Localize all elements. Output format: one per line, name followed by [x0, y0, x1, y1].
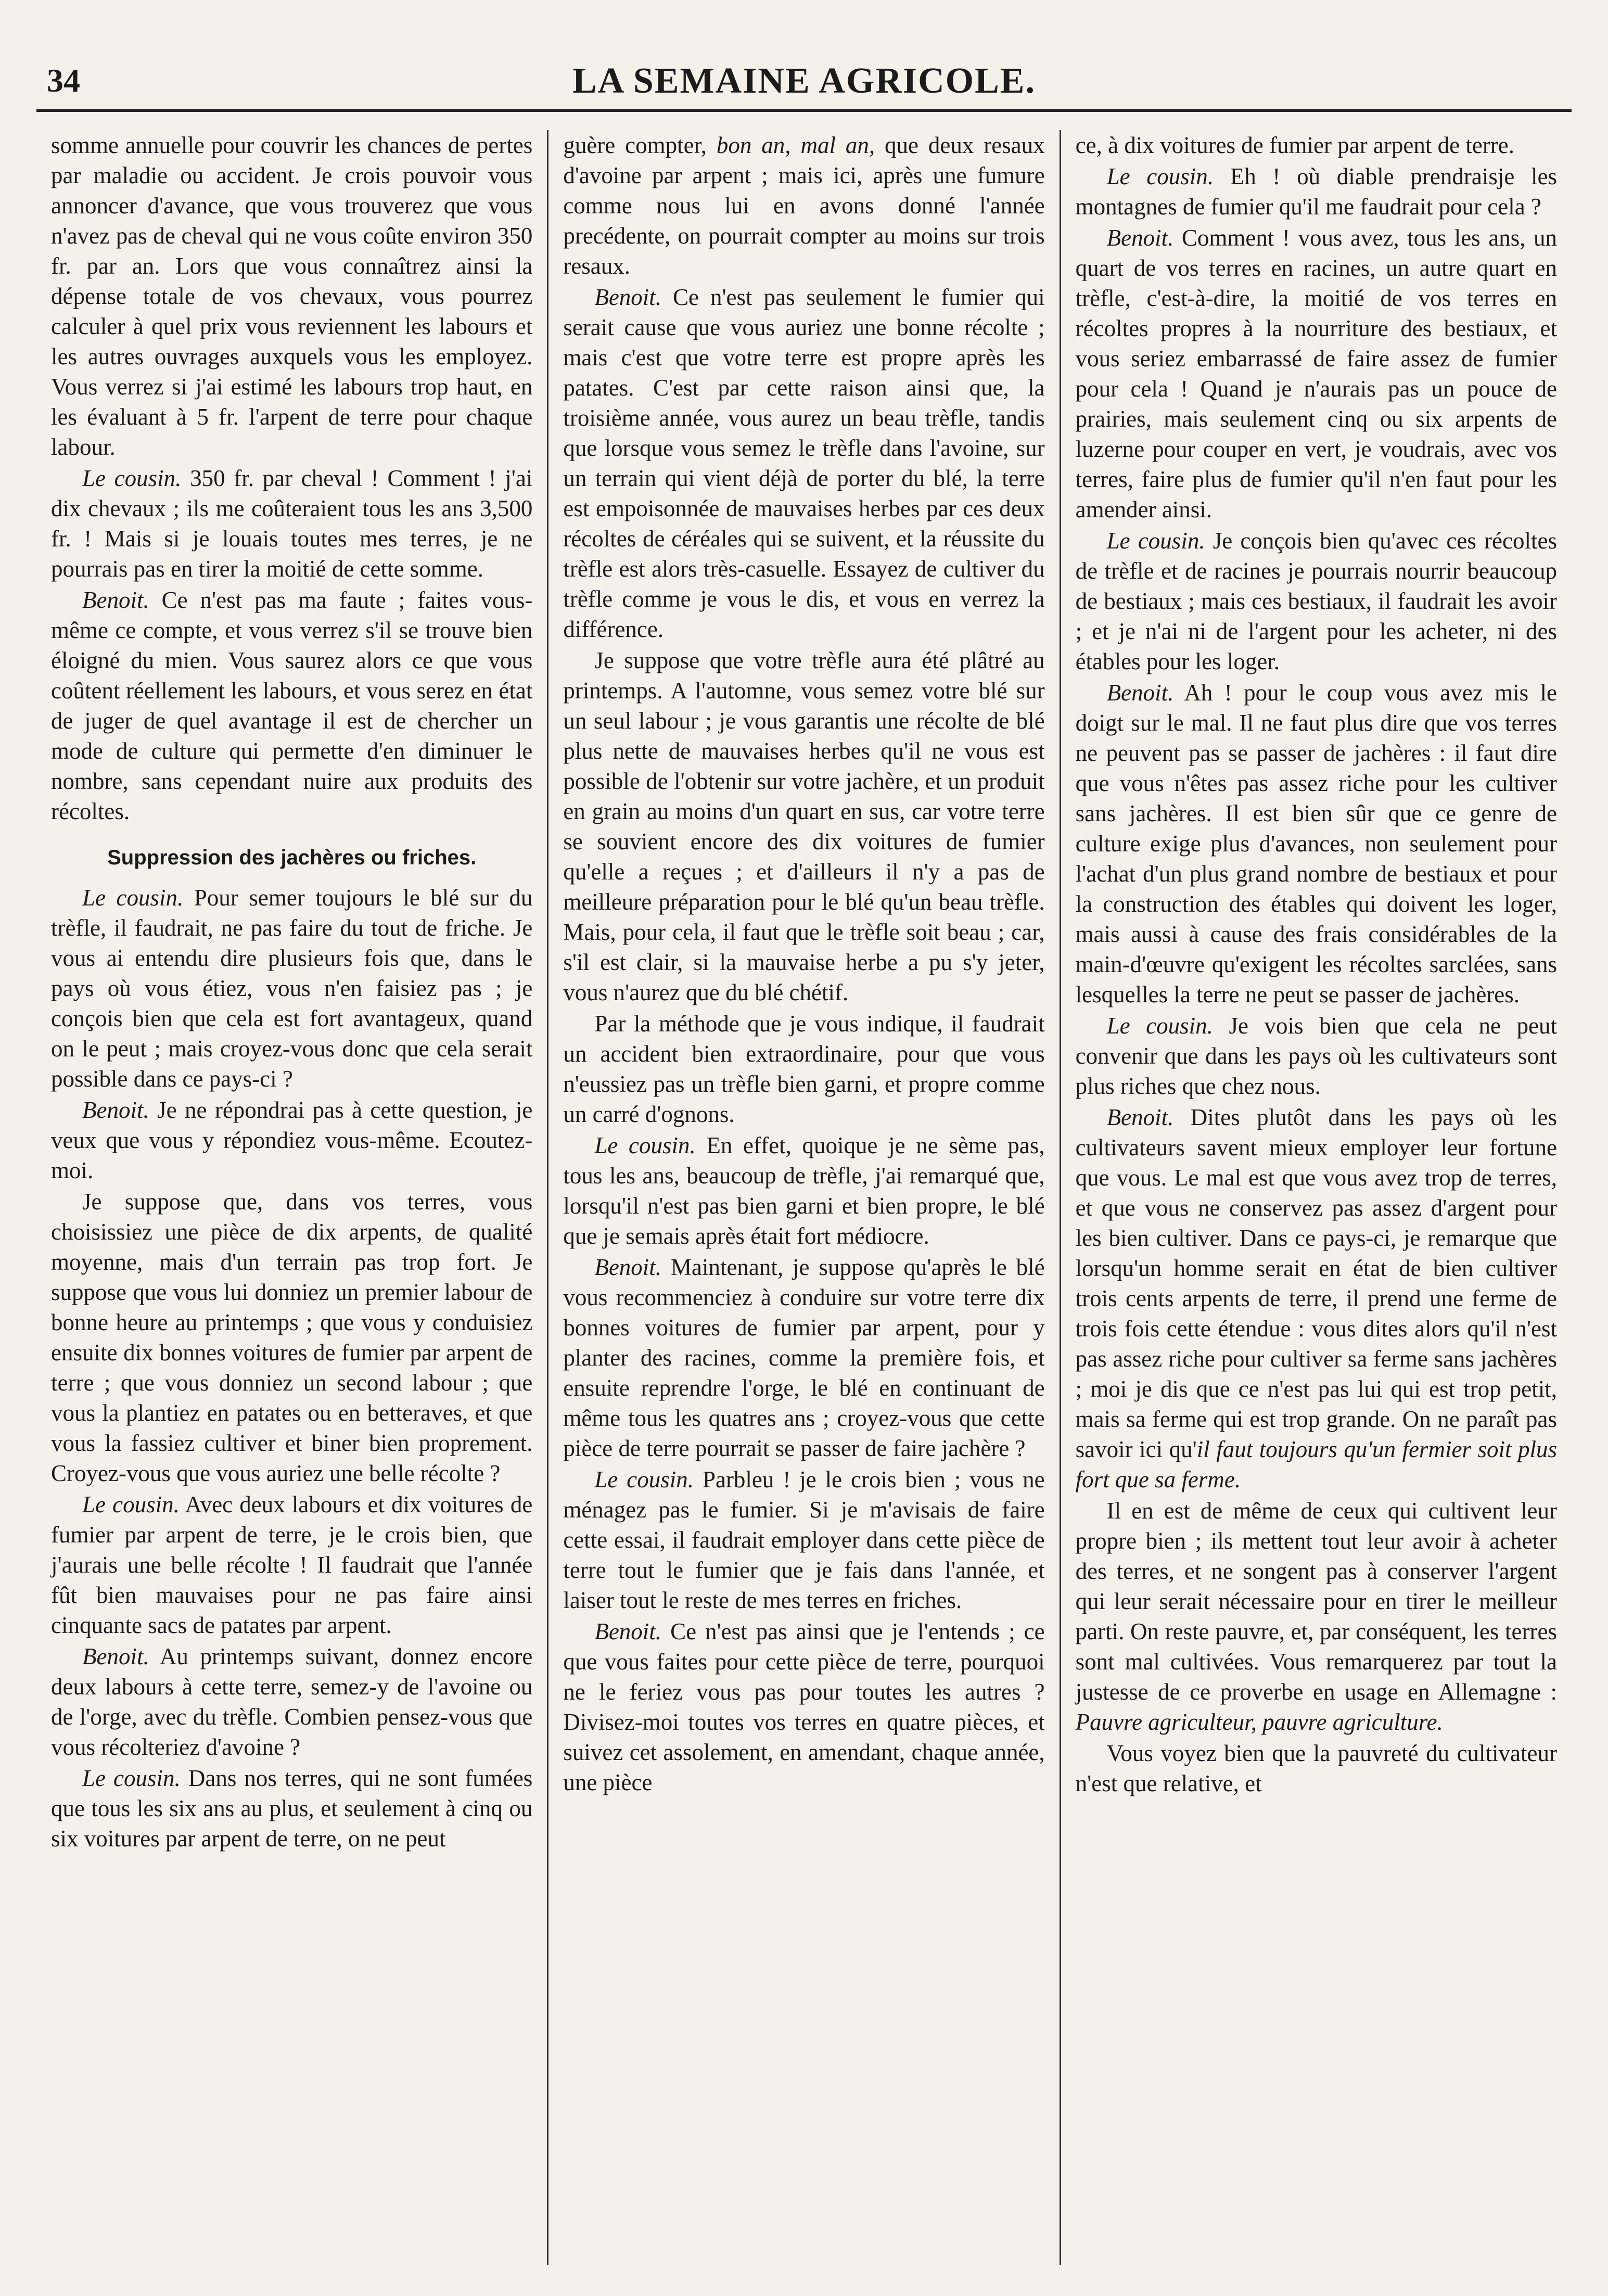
column-3: [1060, 130, 1572, 2265]
paragraph: [563, 1009, 1044, 1129]
paragraph-text: Avec deux labours et dix voitures de fumier par arpent de terre, je le crois bien, que j'aurais une belle récolte ! Il faudrait que l'année fût bien mauvaises pour ne pas faire ainsi cinquante sacs de patates par arpent.: [51, 1491, 533, 1638]
speaker-name: Benoit.: [594, 1618, 662, 1644]
paragraph: [1076, 161, 1557, 222]
page-number: 34: [47, 62, 80, 99]
journal-title: LA SEMAINE AGRICOLE.: [572, 61, 1036, 101]
paragraph: [563, 1130, 1044, 1251]
paragraph: [563, 282, 1044, 644]
paragraph-text: ce, à dix voitures de fumier par arpent de terre.: [1075, 132, 1515, 158]
paragraph: [563, 645, 1044, 1007]
speaker-name: Le cousin.: [82, 465, 182, 491]
paragraph-text: Comment ! vous avez, tous les ans, un quart de vos terres en racines, un autre quart en trèfle, c'est-à-dire, la moitié de vos terres en récoltes propres à la nourriture des bestiaux, et vous seriez embarrassé de faire assez de fumier pour cela ! Quand je n'aurais pas un pouce de prairies, mais seulement cinq ou six arpents de luzerne pour couper en vert, je voudrais, avec vos terres, faire plus de fumier qu'il n'en faut pour les amender ainsi.: [1075, 225, 1557, 522]
paragraph: [563, 1464, 1044, 1615]
paragraph-text: Je suppose que, dans vos terres, vous choisissiez une pièce de dix arpents, de qualité moyenne, mais d'un terrain pas trop fort. Je suppose que vous lui donniez un premier labour de bonne heure au printemps ; que vous y conduisiez ensuite dix bonnes voitures de fumier par arpent de terre ; que vous donniez un second labour ; que vous la plantiez en patates ou en betteraves, et que vous la fassiez cultiver et biner bien proprement. Croyez-vous que vous auriez une belle récolte ?: [51, 1189, 533, 1486]
italic-text: Pauvre agriculteur, pauvre agriculture.: [1075, 1709, 1443, 1735]
paragraph-text: Pour semer toujours le blé sur du trèfle, il faudrait, ne pas faire du tout de friche. Je vous ai entendu dire plusieurs fois que, dans le pays où vous étiez, vous n'en faisiez pas ; je conçois bien que cela est fort avantageux, quand on le peut ; mais croyez-vous donc que cela serait possible dans ce pays-ci ?: [51, 885, 533, 1092]
speaker-name: Le cousin.: [82, 1765, 181, 1791]
paragraph: [51, 1763, 532, 1854]
speaker-name: Le cousin.: [1106, 163, 1214, 189]
italic-text: il faut toujours qu'un fermier soit plus fort que sa ferme.: [1075, 1436, 1557, 1493]
speaker-name: Benoit.: [594, 1254, 662, 1280]
paragraph: [1076, 526, 1557, 677]
paragraph-text: Il en est de même de ceux qui cultivent leur propre bien ; ils mettent tout leur avoir à acheter des terres, et ne songent pas à conserver l'argent qui leur serait nécessaire pour en tirer le meilleur parti. On reste pauvre, et, par conséquent, les terres sont mal cultivées. Vous remarquerez par tout la justesse de ce proverbe en usage en Allemagne :: [1075, 1498, 1557, 1705]
paragraph-text: Parbleu ! je le crois bien ; vous ne ménagez pas le fumier. Si je m'avisais de faire cette essai, il faudrait employer dans cette pièce de terre tout le fumier que je fais dans l'année, et laiser tout le reste de mes terres en friches.: [563, 1466, 1045, 1613]
speaker-name: Benoit.: [594, 284, 662, 310]
paragraph: [1076, 1738, 1557, 1798]
paragraph: [563, 1252, 1044, 1463]
paragraph-text: Ce n'est pas seulement le fumier qui serait cause que vous auriez une bonne récolte ; mais c'est que votre terre est propre après les patates. C'est par cette raison ainsi que, la troisième année, vous aurez un beau trèfle, tandis que lorsque vous semez le trèfle dans l'avoine, sur un terrain qui vient déjà de porter du blé, la terre est empoisonnée de mauvaises herbes par ces deux récoltes de céréales qui se suivent, et la réussite du trèfle est alors très-casuelle. Essayez de cultiver du trèfle comme je vous le dis, et vous en verrez la différence.: [563, 284, 1045, 642]
speaker-name: Le cousin.: [82, 885, 184, 911]
speaker-name: Benoit.: [82, 587, 149, 613]
paragraph-text: En effet, quoique je ne sème pas, tous les ans, beaucoup de trèfle, j'ai remarqué que, lorsqu'il n'est pas bien garni et bien propre, le blé que je semais après était fort médiocre.: [563, 1132, 1045, 1249]
paragraph: [51, 1641, 532, 1762]
speaker-name: Benoit.: [82, 1643, 149, 1669]
paragraph: [51, 585, 532, 826]
column-1: [36, 130, 547, 2265]
speaker-name: Benoit.: [1106, 680, 1174, 706]
paragraph: [1076, 130, 1557, 160]
paragraph-text: Au printemps suivant, donnez encore deux labours à cette terre, semez-y de l'avoine ou de l'orge, avec du trèfle. Combien pensez-vous que vous récolteriez d'avoine ?: [51, 1643, 533, 1760]
paragraph-text: Je ne répondrai pas à cette question, je veux que vous y répondiez vous-même. Ecoutez-moi.: [51, 1097, 533, 1183]
paragraph: [1076, 1011, 1557, 1101]
speaker-name: Benoit.: [1106, 225, 1174, 251]
italic-text: bon an, mal an,: [716, 132, 875, 158]
paragraph: [1076, 1496, 1557, 1737]
paragraph: [51, 1489, 532, 1640]
paragraph-text: Vous voyez bien que la pauvreté du cultivateur n'est que relative, et: [1075, 1740, 1557, 1796]
paragraph-text-after: que deux resaux d'avoine par arpent ; mais ici, après une fumure comme nous lui en avons donné l'année precédente, on pourrait compter au moins sur trois resaux.: [563, 132, 1045, 279]
section-heading: Suppression des jachères ou friches.: [107, 846, 477, 869]
paragraph-text: Dans nos terres, qui ne sont fumées que tous les six ans au plus, et seulement à cinq ou six voitures par arpent de terre, on ne peut: [51, 1765, 533, 1852]
article-columns: [36, 130, 1572, 2265]
paragraph-text: Je vois bien que cela ne peut convenir que dans les pays où les cultivateurs sont plus riches que chez nous.: [1075, 1013, 1557, 1099]
paragraph: [563, 130, 1044, 281]
column-2: [547, 130, 1059, 2265]
paragraph-text: 350 fr. par cheval ! Comment ! j'ai dix chevaux ; ils me coûteraient tous les ans 3,500 fr. ! Mais si je louais toutes mes terres, je ne pourrais pas en tirer la moitié de cette somme.: [51, 465, 533, 582]
paragraph-text: Maintenant, je suppose qu'après le blé vous recommenciez à conduire sur votre terre dix bonnes voitures de fumier par arpent, pour y planter des racines, comme la première fois, et ensuite reprendre l'orge, le blé en continuant de même tous les quatres ans ; croyez-vous que cette pièce de terre pourrait se passer de faire jachère ?: [563, 1254, 1045, 1461]
paragraph: [1076, 678, 1557, 1010]
paragraph: [1076, 1102, 1557, 1495]
paragraph-text: Je conçois bien qu'avec ces récoltes de trèfle et de racines je pourrais nourrir beaucoup de bestiaux ; mais ces bestiaux, il faudrait les avoir ; et je n'ai ni de l'argent pour les acheter, ni des étables pour les loger.: [1075, 528, 1557, 674]
paragraph-text: guère compter,: [563, 132, 717, 158]
paragraph: [1076, 223, 1557, 525]
paragraph-text: somme annuelle pour couvrir les chances de pertes par maladie ou accident. Je crois pouvoir vous annoncer d'avance, que vous trouverez que vous n'avez pas de cheval qui ne vous coûte environ 350 fr. par an. Lors que vous connaîtrez ainsi la dépense totale de vos chevaux, vous pourrez calculer à quel prix vous reviennent les labours et les autres ouvrages auxquels vous les employez. Vous verrez si j'ai estimé les labours trop haut, en les évaluant à 5 fr. l'arpent de terre pour chaque labour.: [51, 132, 533, 460]
paragraph-text: Ah ! pour le coup vous avez mis le doigt sur le mal. Il ne faut plus dire que vos terres ne peuvent pas se passer de jachères : il faut dire que vous n'êtes pas assez riche pour les cultiver sans jachères. Il est bien sûr que ce genre de culture exige plus d'avances, non seulement pour l'achat d'un plus grand nombre de bestiaux et pour la construction des étables qui doivent les loger, mais aussi à cause des frais considérables de la main-d'œuvre qu'exigent les récoltes sarclées, sans lesquelles la terre ne peut se passer de jachères.: [1075, 680, 1557, 1007]
speaker-name: Benoit.: [82, 1097, 149, 1123]
speaker-name: Le cousin.: [82, 1491, 180, 1517]
paragraph: [51, 463, 532, 584]
paragraph-text: Par la méthode que je vous indique, il faudrait un accident bien extraordinaire, pour que vous n'eussiez pas un trèfle bien garni, et propre comme un carré d'ognons.: [563, 1011, 1045, 1127]
speaker-name: Benoit.: [1106, 1104, 1174, 1130]
speaker-name: Le cousin.: [594, 1466, 694, 1493]
page-header: [36, 57, 1572, 112]
speaker-name: Le cousin.: [1106, 1013, 1213, 1039]
paragraph: [51, 130, 532, 462]
paragraph-text: Eh ! où diable prendraisje les montagnes de fumier qu'il me faudrait pour cela ?: [1075, 163, 1557, 220]
paragraph: [51, 1187, 532, 1488]
paragraph: [51, 883, 532, 1094]
paragraph-text: Ce n'est pas ainsi que je l'entends ; ce que vous faites pour cette pièce de terre, pourquoi ne le feriez vous pas pour toutes les autres ? Divisez-moi toutes vos terres en quatre pièces, et suivez cet assolement, en amendant, chaque année, une pièce: [563, 1618, 1045, 1795]
paragraph-text: Je suppose que votre trèfle aura été plâtré au printemps. A l'automne, vous semez votre blé sur un seul labour ; je vous garantis une récolte de blé plus nette de mauvaises herbes qu'il ne vous est possible de l'obtenir sur votre jachère, et un produit en grain au moins d'un quart en sus, car votre terre se souvient encore des dix voitures de fumier qu'elle a reçues ; et d'ailleurs il n'y a pas de meilleure préparation pour le blé qu'un beau trèfle. Mais, pour cela, il faut que le trèfle soit beau ; car, s'il est clair, si la mauvaise herbe a pu s'y jeter, vous n'aurez que du blé chétif.: [563, 647, 1045, 1005]
paragraph-text: Dites plutôt dans les pays où les cultivateurs savent mieux employer leur fortune que vous. Le mal est que vous avez trop de terres, et que vous ne conservez pas assez d'argent pour les bien cultiver. Dans ce pays-ci, je remarque que lorsqu'un homme serait en état de bien cultiver trois cents arpents de terre, il prend une ferme de trois fois cette étendue : vous dites alors qu'il n'est pas assez riche pour cultiver sa ferme sans jachères ; moi je dis que ce n'est pas lui qui est trop petit, mais sa ferme qui est trop grande. On ne paraît pas savoir ici qu': [1075, 1104, 1557, 1462]
speaker-name: Le cousin.: [594, 1132, 696, 1158]
paragraph-text: Ce n'est pas ma faute ; faites vous-même ce compte, et vous verrez s'il se trouve bien éloigné du mien. Vous saurez alors ce que vous coûtent réellement les labours, et vous serez en état de juger de quel avantage il est de chercher un mode de culture qui permette d'en diminuer le nombre, sans cependant nuire aux produits des récoltes.: [51, 587, 533, 824]
speaker-name: Le cousin.: [1106, 528, 1205, 554]
paragraph: [563, 1616, 1044, 1797]
paragraph: [51, 1095, 532, 1185]
